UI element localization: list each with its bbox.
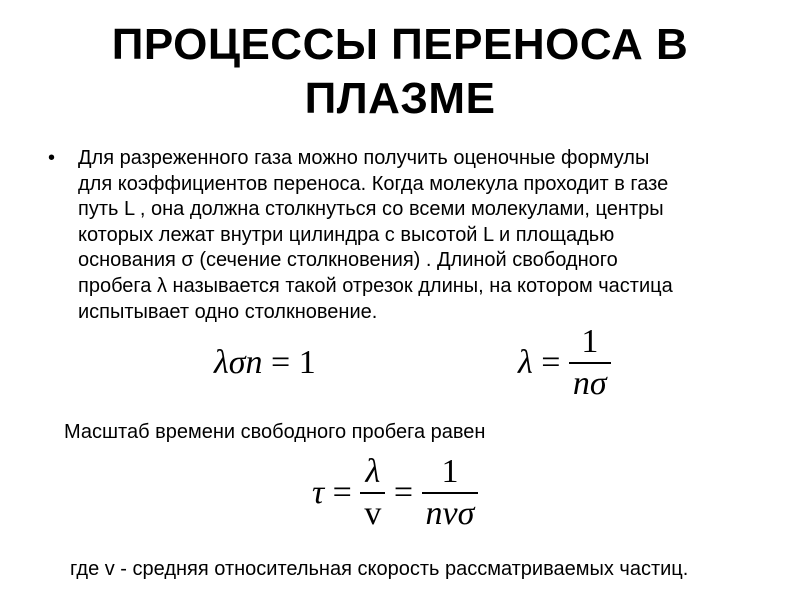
- formula2-fraction: [569, 322, 611, 404]
- paragraph-line: для коэффициентов переноса. Когда молекула проходит в газе: [78, 172, 669, 195]
- formula-mean-free-path: [518, 322, 611, 404]
- bullet-marker: •: [48, 147, 56, 169]
- formula-mean-free-path-product: [214, 346, 316, 380]
- paragraph-line: пробега λ называется такой отрезок длины, на котором частица: [78, 274, 673, 297]
- paragraph-line: которых лежат внутри цилиндра с высотой L и площадью: [78, 223, 615, 246]
- paragraph-line: Для разреженного газа можно получить оценочные формулы: [78, 147, 650, 169]
- formula3-lhs: τ: [312, 474, 325, 511]
- formula1-rhs: 1: [298, 344, 316, 381]
- formula2-numerator: 1: [581, 323, 599, 360]
- formula3-equals-2: =: [393, 474, 414, 511]
- paragraph-line: основания σ (сечение столкновения) . Длиной свободного: [78, 249, 618, 272]
- formula3-fraction-1: [360, 452, 385, 534]
- formula1-lhs: λσn: [214, 344, 263, 381]
- formula3-equals-1: =: [332, 474, 352, 511]
- formula1-equals: =: [271, 344, 291, 381]
- paragraph-line: путь L , она должна столкнуться со всеми молекулами, центры: [78, 198, 664, 221]
- time-scale-caption: Масштаб времени свободного пробега равен: [64, 421, 486, 443]
- title-line-2: ПЛАЗМЕ: [304, 74, 496, 123]
- title-line-1: ПРОЦЕССЫ ПЕРЕНОСА В: [111, 20, 689, 69]
- paragraph-text: [78, 146, 758, 325]
- formula3-fraction-1-denominator: v: [364, 495, 382, 532]
- formula2-lhs: λ: [518, 344, 533, 381]
- formula3-fraction-1-numerator: λ: [365, 453, 381, 490]
- formula2-equals: =: [541, 344, 561, 381]
- formula3-fraction-2: [422, 452, 479, 534]
- formula-free-path-time: [312, 452, 478, 534]
- formula3-fraction-2-numerator: 1: [441, 453, 459, 490]
- footnote-velocity-definition: где v - средняя относительная скорость рассматриваемых частиц.: [70, 558, 689, 580]
- slide-title: [40, 18, 760, 126]
- paragraph-line: испытывает одно столкновение.: [78, 300, 378, 323]
- formula3-fraction-2-denominator: nvσ: [425, 495, 475, 532]
- formula2-denominator: nσ: [572, 365, 607, 402]
